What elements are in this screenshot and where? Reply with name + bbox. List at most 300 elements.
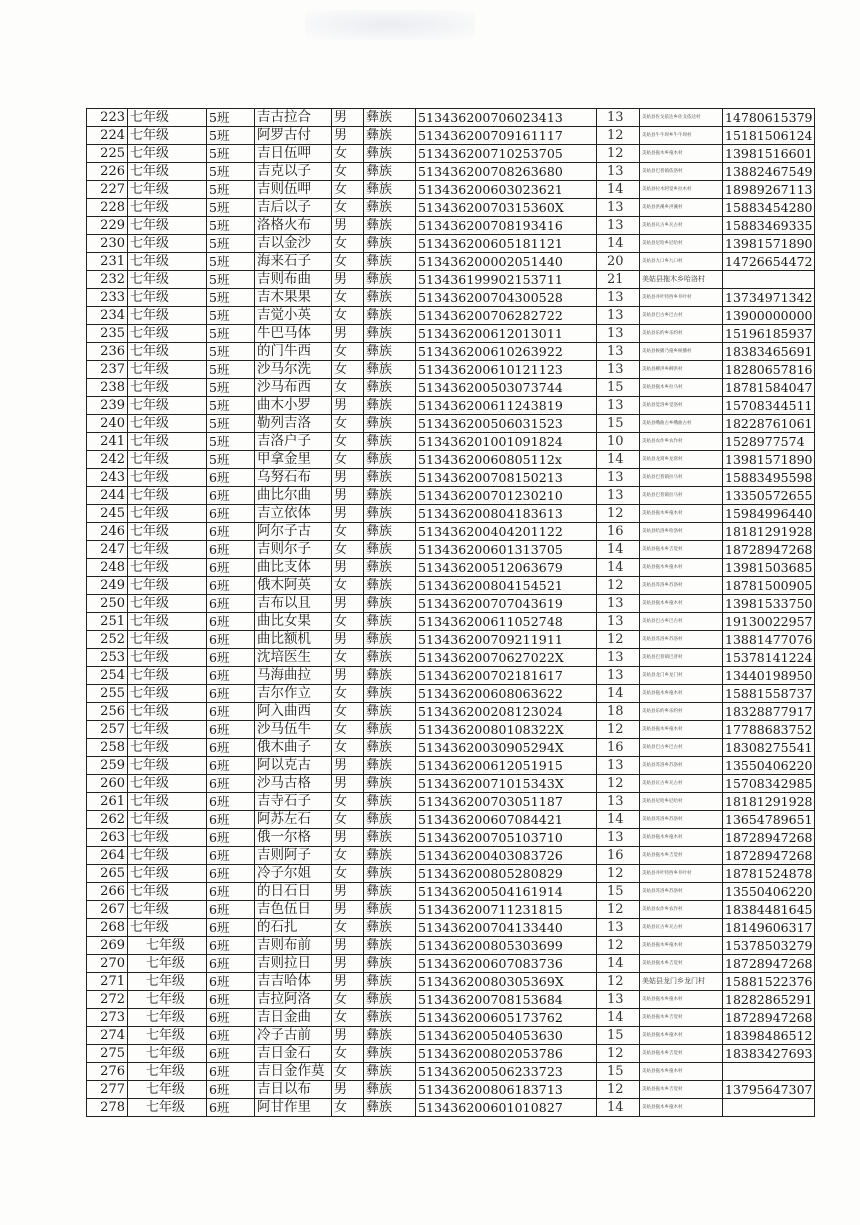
id-number-cell: 51343620070315360X — [416, 199, 597, 217]
student-name-cell: 甲拿金里 — [255, 451, 332, 469]
row-number: 277 — [87, 1081, 128, 1099]
gender-cell: 女 — [332, 415, 364, 433]
age-cell: 13 — [597, 397, 640, 415]
class-cell: 6班 — [207, 937, 255, 955]
id-number-cell: 513436200610121123 — [416, 361, 597, 379]
gender-cell: 男 — [332, 631, 364, 649]
table-row — [87, 919, 815, 937]
address-cell: 美姑县佐戈依达乡佐戈依达村 — [640, 109, 723, 127]
gender-cell: 女 — [332, 379, 364, 397]
row-number: 227 — [87, 181, 128, 199]
age-cell: 15 — [597, 415, 640, 433]
grade-cell: 七年级 — [128, 343, 207, 361]
class-cell: 6班 — [207, 703, 255, 721]
grade-cell: 七年级 — [128, 577, 207, 595]
address-cell: 美姑县拉木阿觉乡拉木村 — [640, 181, 723, 199]
address-cell: 美姑县苏洛乡苏洛村 — [640, 811, 723, 829]
age-cell: 12 — [597, 127, 640, 145]
gender-cell: 女 — [332, 253, 364, 271]
address-cell: 美姑县农作乡农作村 — [640, 901, 723, 919]
phone-cell: 13654789651 — [723, 811, 815, 829]
class-cell: 6班 — [207, 991, 255, 1009]
row-number: 258 — [87, 739, 128, 757]
table-row — [87, 703, 815, 721]
table-row — [87, 955, 815, 973]
table-row — [87, 559, 815, 577]
address-cell: 美姑县拖木乡拖木村 — [640, 145, 723, 163]
gender-cell: 男 — [332, 505, 364, 523]
row-number: 235 — [87, 325, 128, 343]
address-cell: 美姑县瓦古乡瓦古村 — [640, 919, 723, 937]
phone-cell: 13981516601 — [723, 145, 815, 163]
age-cell: 14 — [597, 811, 640, 829]
address-cell: 美姑县拖木乡吉觉村 — [640, 1045, 723, 1063]
grade-cell: 七年级 — [128, 1045, 207, 1063]
student-name-cell: 曲比女果 — [255, 613, 332, 631]
class-cell: 6班 — [207, 595, 255, 613]
grade-cell: 七年级 — [128, 397, 207, 415]
grade-cell: 七年级 — [128, 361, 207, 379]
gender-cell: 女 — [332, 865, 364, 883]
id-number-cell: 513436200702181617 — [416, 667, 597, 685]
grade-cell: 七年级 — [128, 109, 207, 127]
gender-cell: 男 — [332, 271, 364, 289]
row-number: 257 — [87, 721, 128, 739]
gender-cell: 女 — [332, 307, 364, 325]
age-cell: 12 — [597, 775, 640, 793]
table-row — [87, 1009, 815, 1027]
age-cell: 13 — [597, 289, 640, 307]
phone-cell: 15883495598 — [723, 469, 815, 487]
student-name-cell: 曲木小罗 — [255, 397, 332, 415]
age-cell: 12 — [597, 1045, 640, 1063]
ethnicity-cell: 彝族 — [364, 991, 416, 1009]
grade-cell: 七年级 — [128, 379, 207, 397]
age-cell: 12 — [597, 865, 640, 883]
class-cell: 6班 — [207, 1009, 255, 1027]
ethnicity-cell: 彝族 — [364, 757, 416, 775]
address-cell: 美姑县峨曲古乡峨曲古村 — [640, 415, 723, 433]
ethnicity-cell: 彝族 — [364, 739, 416, 757]
ethnicity-cell: 彝族 — [364, 397, 416, 415]
table-row — [87, 847, 815, 865]
row-number: 275 — [87, 1045, 128, 1063]
table-row — [87, 379, 815, 397]
row-number: 224 — [87, 127, 128, 145]
row-number: 270 — [87, 955, 128, 973]
student-name-cell: 曲比支体 — [255, 559, 332, 577]
table-row — [87, 595, 815, 613]
gender-cell: 女 — [332, 991, 364, 1009]
student-name-cell: 曲比尔曲 — [255, 487, 332, 505]
address-cell: 美姑县瓦古乡瓦古村 — [640, 775, 723, 793]
class-cell: 5班 — [207, 415, 255, 433]
phone-cell: 18728947268 — [723, 829, 815, 847]
gender-cell: 男 — [332, 595, 364, 613]
phone-cell: 18280657816 — [723, 361, 815, 379]
phone-cell: 18149606317 — [723, 919, 815, 937]
class-cell: 6班 — [207, 1045, 255, 1063]
age-cell: 14 — [597, 235, 640, 253]
class-cell: 5班 — [207, 451, 255, 469]
row-number: 229 — [87, 217, 128, 235]
ethnicity-cell: 彝族 — [364, 973, 416, 991]
student-name-cell: 俄木曲子 — [255, 739, 332, 757]
class-cell: 5班 — [207, 361, 255, 379]
ethnicity-cell: 彝族 — [364, 181, 416, 199]
row-number: 276 — [87, 1063, 128, 1081]
ethnicity-cell: 彝族 — [364, 253, 416, 271]
class-cell: 6班 — [207, 721, 255, 739]
address-cell: 美姑县牛牛坝乡牛牛坝村 — [640, 127, 723, 145]
row-number: 238 — [87, 379, 128, 397]
phone-cell: 15984996440 — [723, 505, 815, 523]
grade-cell: 七年级 — [128, 451, 207, 469]
ethnicity-cell: 彝族 — [364, 649, 416, 667]
class-cell: 5班 — [207, 109, 255, 127]
gender-cell: 男 — [332, 775, 364, 793]
student-name-cell: 吉日金石 — [255, 1045, 332, 1063]
class-cell: 6班 — [207, 919, 255, 937]
grade-cell: 七年级 — [128, 739, 207, 757]
grade-cell: 七年级 — [128, 721, 207, 739]
table-row — [87, 757, 815, 775]
ethnicity-cell: 彝族 — [364, 469, 416, 487]
row-number: 233 — [87, 289, 128, 307]
row-number: 272 — [87, 991, 128, 1009]
class-cell: 5班 — [207, 235, 255, 253]
address-cell: 美姑县哈洛乡哈洛村 — [640, 523, 723, 541]
ethnicity-cell: 彝族 — [364, 937, 416, 955]
id-number-cell: 51343620030905294X — [416, 739, 597, 757]
table-row — [87, 235, 815, 253]
age-cell: 12 — [597, 901, 640, 919]
class-cell: 6班 — [207, 469, 255, 487]
address-cell: 美姑县瓦古乡瓦古村 — [640, 217, 723, 235]
student-name-cell: 阿甘作里 — [255, 1099, 332, 1117]
address-cell: 美姑县巴古乡巴古村 — [640, 613, 723, 631]
table-row — [87, 307, 815, 325]
student-name-cell: 吉后以子 — [255, 199, 332, 217]
address-cell: 美姑县巴普镇拉马村 — [640, 469, 723, 487]
class-cell: 5班 — [207, 307, 255, 325]
row-number: 241 — [87, 433, 128, 451]
row-number: 269 — [87, 937, 128, 955]
id-number-cell: 513436200503073744 — [416, 379, 597, 397]
id-number-cell: 513436199902153711 — [416, 271, 597, 289]
ethnicity-cell: 彝族 — [364, 901, 416, 919]
row-number: 260 — [87, 775, 128, 793]
address-cell: 美姑县农作乡农作村 — [640, 433, 723, 451]
ethnicity-cell: 彝族 — [364, 685, 416, 703]
row-number: 266 — [87, 883, 128, 901]
row-number: 268 — [87, 919, 128, 937]
student-name-cell: 马海曲拉 — [255, 667, 332, 685]
class-cell: 5班 — [207, 253, 255, 271]
class-cell: 6班 — [207, 793, 255, 811]
class-cell: 6班 — [207, 775, 255, 793]
row-number: 245 — [87, 505, 128, 523]
row-number: 262 — [87, 811, 128, 829]
gender-cell: 女 — [332, 577, 364, 595]
table-row — [87, 343, 815, 361]
phone-cell: 18383465691 — [723, 343, 815, 361]
id-number-cell: 513436200804154521 — [416, 577, 597, 595]
class-cell: 5班 — [207, 289, 255, 307]
phone-cell: 18181291928 — [723, 523, 815, 541]
table-row — [87, 1063, 815, 1081]
ethnicity-cell: 彝族 — [364, 199, 416, 217]
age-cell: 13 — [597, 793, 640, 811]
table-row — [87, 901, 815, 919]
student-name-cell: 的门牛西 — [255, 343, 332, 361]
age-cell: 16 — [597, 523, 640, 541]
student-name-cell: 吉古拉合 — [255, 109, 332, 127]
phone-cell — [723, 271, 815, 289]
address-cell: 美姑县拖木乡拖木村 — [640, 721, 723, 739]
table-row — [87, 487, 815, 505]
student-name-cell: 吉克以子 — [255, 163, 332, 181]
student-name-cell: 吉寺石子 — [255, 793, 332, 811]
id-number-cell: 513436200611243819 — [416, 397, 597, 415]
row-number: 236 — [87, 343, 128, 361]
gender-cell: 女 — [332, 145, 364, 163]
grade-cell: 七年级 — [128, 613, 207, 631]
age-cell: 13 — [597, 667, 640, 685]
ethnicity-cell: 彝族 — [364, 235, 416, 253]
age-cell: 14 — [597, 1009, 640, 1027]
id-number-cell: 513436200710253705 — [416, 145, 597, 163]
gender-cell: 女 — [332, 739, 364, 757]
id-number-cell: 513436200506031523 — [416, 415, 597, 433]
id-number-cell: 513436200706023413 — [416, 109, 597, 127]
grade-cell: 七年级 — [128, 217, 207, 235]
grade-cell: 七年级 — [128, 487, 207, 505]
grade-cell: 七年级 — [128, 505, 207, 523]
grade-cell: 七年级 — [128, 811, 207, 829]
gender-cell: 男 — [332, 883, 364, 901]
table-row — [87, 577, 815, 595]
class-cell: 5班 — [207, 127, 255, 145]
age-cell: 10 — [597, 433, 640, 451]
ethnicity-cell: 彝族 — [364, 847, 416, 865]
class-cell: 6班 — [207, 487, 255, 505]
address-cell: 美姑县拖木乡拖木村 — [640, 1027, 723, 1045]
class-cell: 6班 — [207, 829, 255, 847]
student-name-cell: 吉布以且 — [255, 595, 332, 613]
grade-cell: 七年级 — [128, 595, 207, 613]
phone-cell: 13350572655 — [723, 487, 815, 505]
id-number-cell: 513436200403083726 — [416, 847, 597, 865]
class-cell: 6班 — [207, 811, 255, 829]
address-cell: 美姑县乐约乡乐约村 — [640, 703, 723, 721]
grade-cell: 七年级 — [128, 289, 207, 307]
id-number-cell: 513436200601010827 — [416, 1099, 597, 1117]
table-row — [87, 991, 815, 1009]
phone-cell: 15881522376 — [723, 973, 815, 991]
age-cell: 16 — [597, 847, 640, 865]
row-number: 271 — [87, 973, 128, 991]
phone-cell: 18181291928 — [723, 793, 815, 811]
grade-cell: 七年级 — [128, 235, 207, 253]
age-cell: 13 — [597, 307, 640, 325]
grade-cell: 七年级 — [128, 415, 207, 433]
ethnicity-cell: 彝族 — [364, 829, 416, 847]
table-row — [87, 289, 815, 307]
address-cell: 美姑县巴普镇巴普村 — [640, 649, 723, 667]
row-number: 243 — [87, 469, 128, 487]
address-cell: 美姑县拖木乡拖木村 — [640, 1063, 723, 1081]
phone-cell: 18282865291 — [723, 991, 815, 1009]
grade-cell: 七年级 — [128, 901, 207, 919]
student-name-cell: 的石扎 — [255, 919, 332, 937]
class-cell: 5班 — [207, 163, 255, 181]
ethnicity-cell: 彝族 — [364, 811, 416, 829]
age-cell: 13 — [597, 829, 640, 847]
id-number-cell: 513436200603023621 — [416, 181, 597, 199]
row-number: 267 — [87, 901, 128, 919]
class-cell: 6班 — [207, 685, 255, 703]
phone-cell: 15181506124 — [723, 127, 815, 145]
table-row — [87, 631, 815, 649]
student-name-cell: 吉觉小英 — [255, 307, 332, 325]
student-name-cell: 冷子古前 — [255, 1027, 332, 1045]
address-cell: 美姑县拖木乡吉觉村 — [640, 541, 723, 559]
table-row — [87, 649, 815, 667]
student-name-cell: 吉则伍呷 — [255, 181, 332, 199]
grade-cell: 七年级 — [128, 955, 207, 973]
grade-cell: 七年级 — [128, 199, 207, 217]
gender-cell: 女 — [332, 793, 364, 811]
row-number: 263 — [87, 829, 128, 847]
id-number-cell: 513436200804183613 — [416, 505, 597, 523]
gender-cell: 女 — [332, 847, 364, 865]
grade-cell: 七年级 — [128, 271, 207, 289]
grade-cell: 七年级 — [128, 703, 207, 721]
id-number-cell: 513436200601313705 — [416, 541, 597, 559]
address-cell: 美姑县龙门乡龙门村 — [640, 667, 723, 685]
grade-cell: 七年级 — [128, 1099, 207, 1117]
gender-cell: 女 — [332, 199, 364, 217]
student-name-cell: 俄一尔格 — [255, 829, 332, 847]
class-cell: 5班 — [207, 379, 255, 397]
phone-cell — [723, 1099, 815, 1117]
ethnicity-cell: 彝族 — [364, 1045, 416, 1063]
address-cell: 美姑县拖木乡拖木村 — [640, 937, 723, 955]
student-name-cell: 乌努石布 — [255, 469, 332, 487]
grade-cell: 七年级 — [128, 559, 207, 577]
grade-cell: 七年级 — [128, 973, 207, 991]
address-cell: 美姑县拖木乡拖木村 — [640, 1099, 723, 1117]
gender-cell: 男 — [332, 829, 364, 847]
student-name-cell: 吉日伍呷 — [255, 145, 332, 163]
address-cell: 美姑县拖木乡拖木村 — [640, 991, 723, 1009]
table-row — [87, 361, 815, 379]
row-number: 225 — [87, 145, 128, 163]
grade-cell: 七年级 — [128, 883, 207, 901]
id-number-cell: 513436200208123024 — [416, 703, 597, 721]
ethnicity-cell: 彝族 — [364, 109, 416, 127]
ethnicity-cell: 彝族 — [364, 919, 416, 937]
row-number: 278 — [87, 1099, 128, 1117]
row-number: 259 — [87, 757, 128, 775]
student-name-cell: 吉尔作立 — [255, 685, 332, 703]
class-cell: 6班 — [207, 1027, 255, 1045]
age-cell: 20 — [597, 253, 640, 271]
gender-cell: 男 — [332, 397, 364, 415]
phone-cell: 19130022957 — [723, 613, 815, 631]
id-number-cell: 513436200707043619 — [416, 595, 597, 613]
row-number: 249 — [87, 577, 128, 595]
phone-cell: 14780615379 — [723, 109, 815, 127]
id-number-cell: 513436200607084421 — [416, 811, 597, 829]
class-cell: 6班 — [207, 1099, 255, 1117]
age-cell: 13 — [597, 595, 640, 613]
phone-cell: 18328877917 — [723, 703, 815, 721]
age-cell: 15 — [597, 1063, 640, 1081]
row-number: 244 — [87, 487, 128, 505]
address-cell: 美姑县苏洛乡苏洛村 — [640, 631, 723, 649]
table-row — [87, 811, 815, 829]
gender-cell: 女 — [332, 289, 364, 307]
row-number: 231 — [87, 253, 128, 271]
table-row — [87, 325, 815, 343]
ethnicity-cell: 彝族 — [364, 379, 416, 397]
ethnicity-cell: 彝族 — [364, 595, 416, 613]
age-cell: 13 — [597, 343, 640, 361]
phone-cell: 15196185937 — [723, 325, 815, 343]
id-number-cell: 513436200607083736 — [416, 955, 597, 973]
phone-cell: 13550406220 — [723, 757, 815, 775]
id-number-cell: 513436200002051440 — [416, 253, 597, 271]
gender-cell: 女 — [332, 433, 364, 451]
ethnicity-cell: 彝族 — [364, 1009, 416, 1027]
age-cell: 12 — [597, 937, 640, 955]
age-cell: 13 — [597, 919, 640, 937]
row-number: 250 — [87, 595, 128, 613]
student-name-cell: 阿以克古 — [255, 757, 332, 775]
table-row — [87, 613, 815, 631]
row-number: 226 — [87, 163, 128, 181]
grade-cell: 七年级 — [128, 163, 207, 181]
class-cell: 5班 — [207, 271, 255, 289]
table-row — [87, 469, 815, 487]
address-cell: 美姑县拖木乡拖木村 — [640, 595, 723, 613]
id-number-cell: 513436200708263680 — [416, 163, 597, 181]
grade-cell: 七年级 — [128, 127, 207, 145]
address-cell: 美姑县觉洛乡觉洛村 — [640, 397, 723, 415]
address-cell: 美姑县拖木乡吉觉村 — [640, 955, 723, 973]
class-cell: 6班 — [207, 559, 255, 577]
ethnicity-cell: 彝族 — [364, 271, 416, 289]
gender-cell: 男 — [332, 469, 364, 487]
student-name-cell: 牛巴马体 — [255, 325, 332, 343]
ethnicity-cell: 彝族 — [364, 577, 416, 595]
address-cell: 美姑县尼哈乡尼哈村 — [640, 235, 723, 253]
student-name-cell: 沙马古格 — [255, 775, 332, 793]
id-number-cell: 513436200806183713 — [416, 1081, 597, 1099]
address-cell: 美姑县苏洛乡苏洛村 — [640, 883, 723, 901]
ethnicity-cell: 彝族 — [364, 505, 416, 523]
age-cell: 13 — [597, 991, 640, 1009]
ethnicity-cell: 彝族 — [364, 631, 416, 649]
student-name-cell: 吉洛户子 — [255, 433, 332, 451]
phone-cell: 18728947268 — [723, 541, 815, 559]
student-name-cell: 吉日金作莫 — [255, 1063, 332, 1081]
age-cell: 13 — [597, 163, 640, 181]
address-cell: 美姑县拖木乡吉觉村 — [640, 1009, 723, 1027]
class-cell: 6班 — [207, 541, 255, 559]
